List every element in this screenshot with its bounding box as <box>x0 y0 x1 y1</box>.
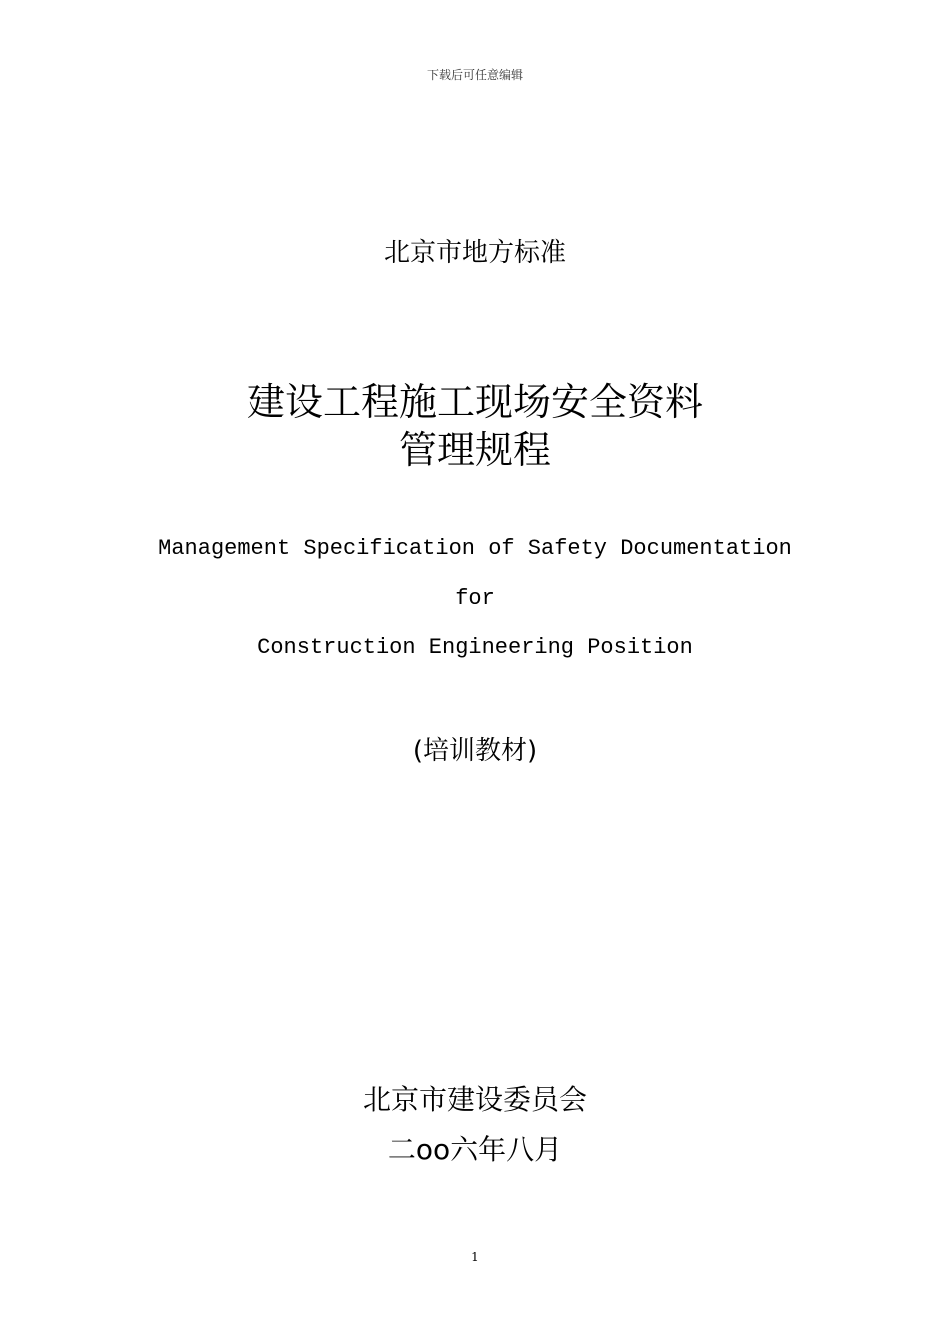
publication-date: 二oo六年八月 <box>387 1133 563 1166</box>
subtitle-training-material: (培训教材) <box>412 736 538 766</box>
english-title-line-3: Construction Engineering Position <box>257 635 693 660</box>
english-title-line-2: for <box>455 586 495 611</box>
publisher-name: 北京市建设委员会 <box>362 1083 587 1116</box>
document-title-line-1: 建设工程施工现场安全资料 <box>246 380 703 424</box>
page-number: 1 <box>471 1250 479 1264</box>
english-title-line-1: Management Specification of Safety Documentation <box>158 536 792 561</box>
issuer-label: 北京市地方标准 <box>383 238 566 268</box>
page-header-note: 下载后可任意编辑 <box>426 68 523 82</box>
document-title-line-2: 管理规程 <box>398 428 551 472</box>
